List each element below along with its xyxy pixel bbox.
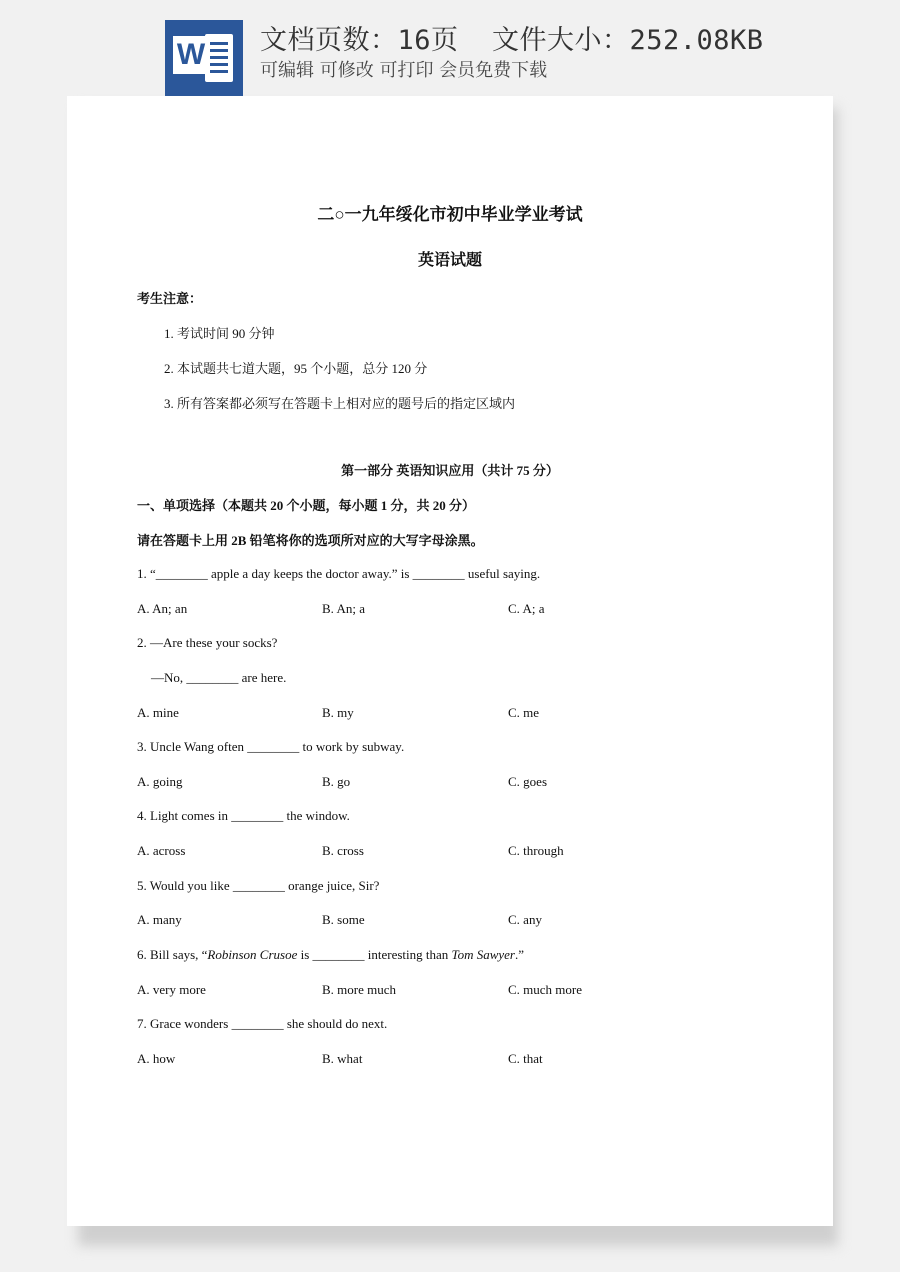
book-title: Robinson Crusoe	[207, 947, 298, 962]
option-b: B. cross	[322, 843, 364, 858]
word-letter-logo: W	[173, 36, 209, 74]
notice-item: 1. 考试时间 90 分钟	[164, 326, 275, 341]
exam-subject: 英语试题	[417, 252, 482, 269]
option-c: C. much more	[508, 982, 583, 997]
question-text: 2. —Are these your socks?	[137, 635, 278, 650]
notice-item: 3. 所有答案都必须写在答题卡上相对应的题号后的指定区域内	[164, 396, 516, 411]
option-b: B. go	[322, 774, 351, 789]
notice-heading: 考生注意：	[137, 291, 203, 306]
answer-instruction: 请在答题卡上用 2B 铅笔将你的选项所对应的大写字母涂黑。	[137, 533, 484, 548]
question-text-part: .”	[514, 947, 525, 962]
exam-title: 二○一九年绥化市初中毕业学业考试	[317, 205, 583, 224]
question-text: 3. Uncle Wang often ________ to work by subway.	[137, 739, 405, 754]
book-title: Tom Sawyer	[451, 947, 515, 962]
part-heading: 第一部分 英语知识应用（共计 75 分）	[341, 463, 559, 478]
option-a: A. across	[137, 843, 186, 858]
option-a: A. many	[137, 912, 182, 927]
question-followup: —No, ________ are here.	[151, 670, 287, 685]
option-b: B. my	[322, 705, 354, 720]
option-a: A. mine	[137, 705, 179, 720]
option-a: A. An; an	[137, 601, 188, 616]
option-b: B. some	[322, 912, 365, 927]
option-b: B. what	[322, 1051, 363, 1066]
question-text	[137, 947, 524, 963]
option-a: A. going	[137, 774, 183, 789]
question-text: 1. “________ apple a day keeps the doctor away.” is ________ useful saying.	[137, 566, 541, 581]
section-heading: 一、单项选择（本题共 20 个小题，每小题 1 分，共 20 分）	[137, 498, 476, 513]
file-info-title: 文档页数：16页 文件大小：252.08KB	[260, 25, 764, 56]
option-c: C. that	[508, 1051, 543, 1066]
word-document-icon	[165, 20, 243, 96]
file-features-text: 可编辑 可修改 可打印 会员免费下载	[260, 60, 548, 81]
notice-item: 2. 本试题共七道大题，95 个小题，总分 120 分	[164, 361, 428, 376]
question-text: 7. Grace wonders ________ she should do next.	[137, 1016, 388, 1031]
document-lines-icon	[205, 34, 233, 82]
option-a: A. how	[137, 1051, 176, 1066]
option-c: C. A; a	[508, 601, 545, 616]
option-c: C. through	[508, 843, 564, 858]
option-b: B. An; a	[322, 601, 365, 616]
option-b: B. more much	[322, 982, 397, 997]
question-text-part: is ________ interesting than	[297, 947, 452, 962]
option-c: C. me	[508, 705, 540, 720]
question-text: 5. Would you like ________ orange juice, Sir?	[137, 878, 380, 893]
option-a: A. very more	[137, 982, 206, 997]
document-page	[67, 96, 833, 1226]
question-text-part: 6. Bill says, “	[137, 947, 208, 962]
option-c: C. any	[508, 912, 542, 927]
option-c: C. goes	[508, 774, 547, 789]
download-banner	[0, 0, 900, 96]
question-text: 4. Light comes in ________ the window.	[137, 808, 350, 823]
